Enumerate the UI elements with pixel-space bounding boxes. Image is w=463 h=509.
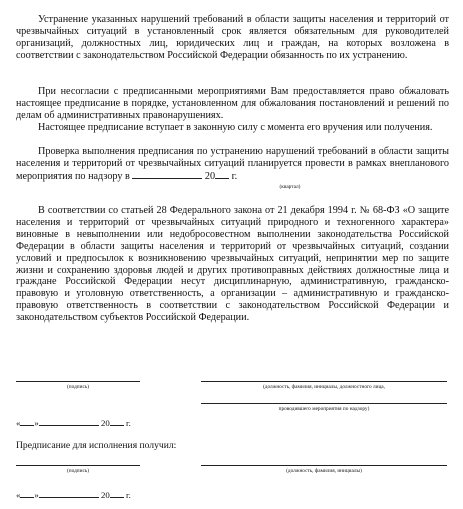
paragraph-appeal-right: При несогласии с предписанными мероприятиями Вам предоставляется право обжаловать настоящее предписание в порядке, установленном для обжалования постановлений и решений по делам об административных правонарушениях. [16, 86, 449, 121]
inspection-text: Проверка выполнения предписания по устранению нарушений требований в области защиты населения и территорий от чрезвычайных ситуаций планируется провести в рамках внепланового мероприятия по надзору в [16, 146, 449, 182]
receiver-name-line [201, 465, 447, 466]
paragraph-violations-elimination: Устранение указанных нарушений требований в области защиты населения и территорий от чрезвычайных ситуаций в установленный срок является обязательным для руководителей организаций, должностных лиц, юридических лиц и граждан, на которых возложена в соответствии с законодательством Российской Федерации обязанность по их устранению. [16, 14, 449, 61]
quarter-caption: (квартал) [279, 184, 301, 190]
receiver-signature-caption: (подпись) [67, 468, 89, 474]
day-blank [20, 417, 34, 426]
receiver-name-caption: (должность, фамилия, инициалы) [286, 468, 362, 474]
month-blank [39, 417, 99, 426]
year-blank-2 [110, 417, 124, 426]
signature-caption: (подпись) [67, 384, 89, 390]
paragraph-legal-force: Настоящее предписание вступает в законную силу с момента его вручения или получения. [38, 122, 433, 133]
signature-line [16, 381, 140, 382]
date-field: « » 20 г. [16, 418, 131, 428]
received-label: Предписание для исполнения получил: [16, 440, 177, 451]
inspection-year-suffix: г. [231, 170, 238, 182]
inspection-year: 20 [204, 170, 216, 182]
quarter-blank [132, 170, 202, 179]
official-name-line [201, 381, 447, 382]
paragraph-liability: В соответствии со статьей 28 Федерального закона от 21 декабря 1994 г. № 68-ФЗ «О защите населения и территорий от чрезвычайных ситуаций природного и техногенного характера» виновные в невыполнении или недобросовестном выполнении законодательства Российской Федерации в области защиты населения и территорий от чрезвычайных ситуаций, создании условий и предпосылок к возникновению чрезвычайных ситуаций, непринятии мер по защите жизни и сохранению здоровья людей и других противоправных действиях должностные лица и граждане Российской Федерации несут дисциплинарную, административную, гражданско-правовую и уголовную ответственность, а организации – административную и гражданско-правовую ответственность в соответствии с законодательством Российской Федерации и законодательством субъектов Российской Федерации. [16, 205, 449, 324]
received-date-field: « » 20 г. [16, 490, 131, 500]
received-year-blank [110, 489, 124, 498]
year-blank [215, 170, 229, 179]
received-month-blank [39, 489, 99, 498]
receiver-signature-line [16, 465, 140, 466]
received-day-blank [20, 489, 34, 498]
official-name-line-2 [201, 403, 447, 404]
paragraph-inspection-planned [16, 146, 449, 183]
official-caption: (должность, фамилия, инициалы, должностного лица, [263, 384, 385, 390]
official-caption-2: проводившего мероприятия по надзору) [278, 406, 370, 412]
